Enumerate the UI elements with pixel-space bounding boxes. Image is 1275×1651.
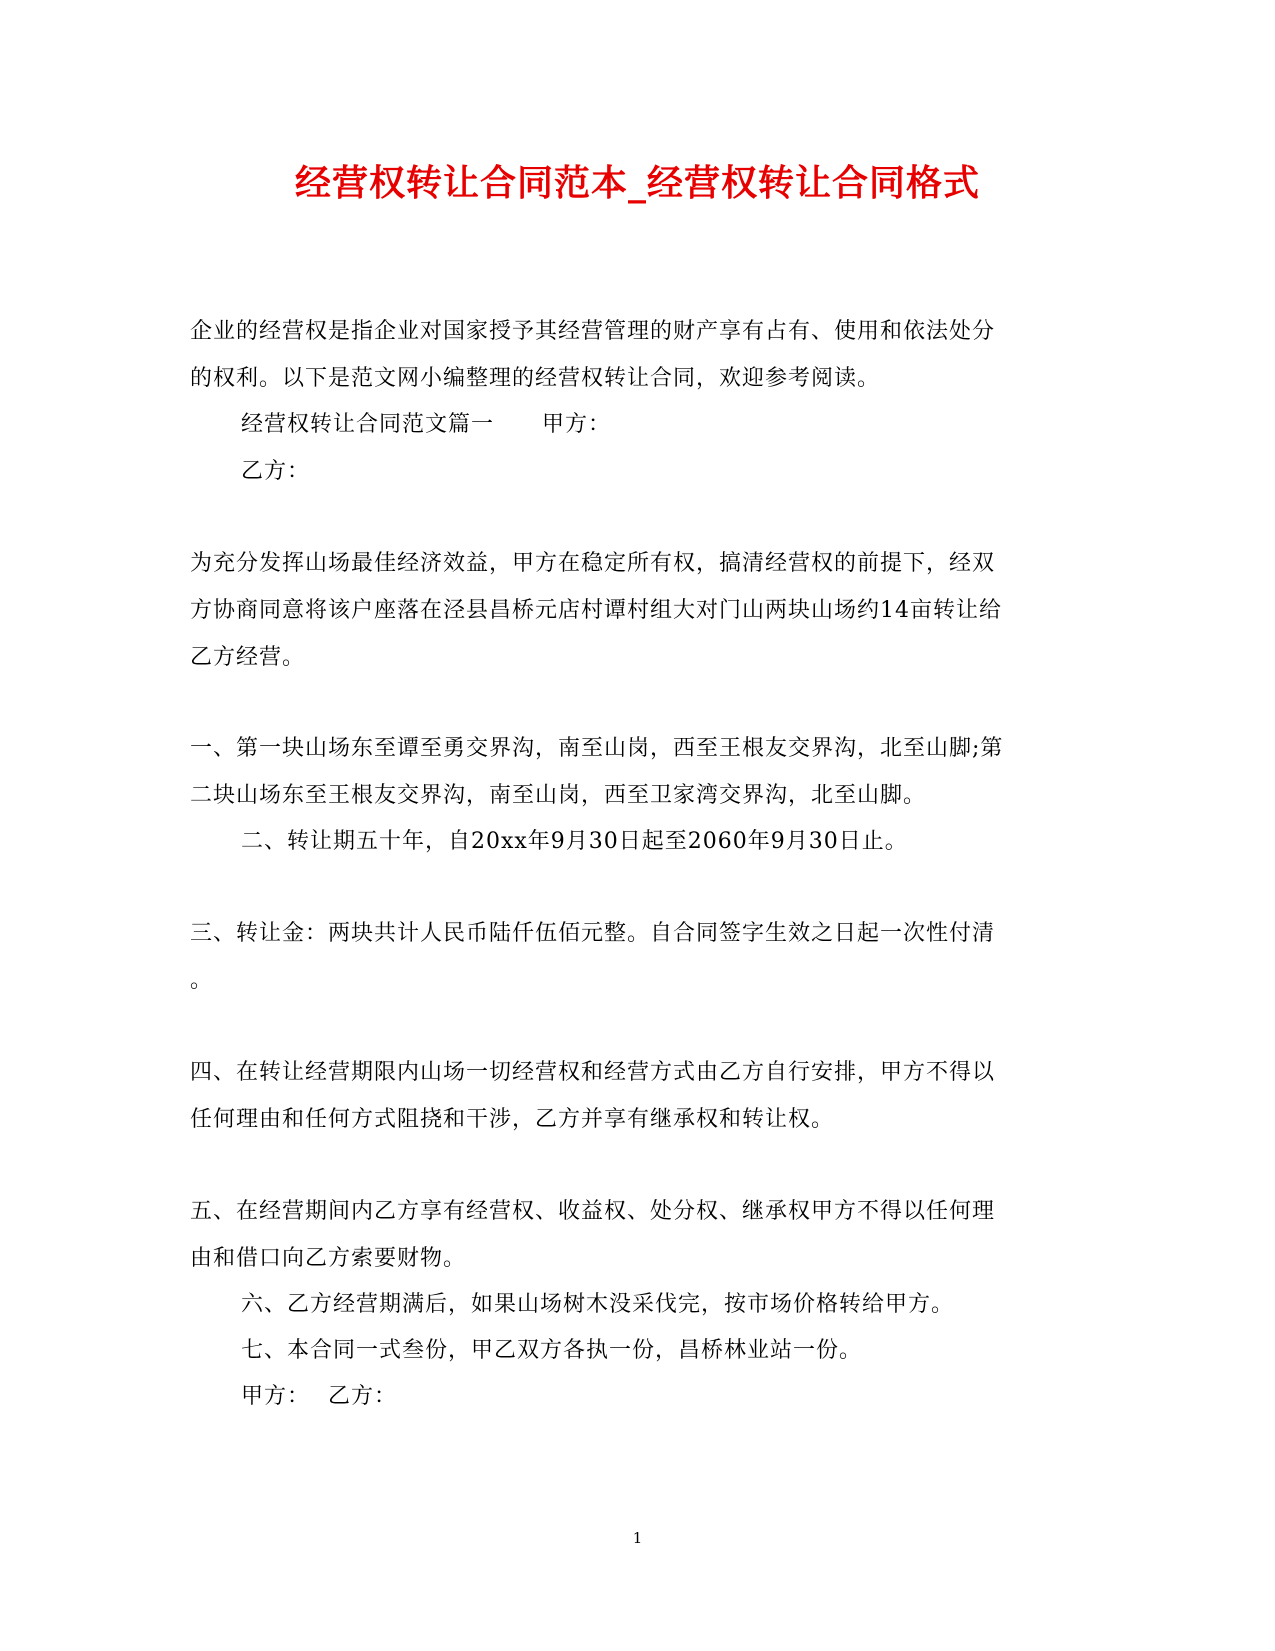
preamble-line-1: 为充分发挥山场最佳经济效益，甲方在稳定所有权，搞清经营权的前提下，经双: [190, 551, 996, 576]
party-a-label: 甲方：: [542, 412, 612, 437]
clause-6: 六、乙方经营期满后，如果山场树木没采伐完，按市场价格转给甲方。: [241, 1292, 955, 1317]
clause-5-line-1: 五、在经营期间内乙方享有经营权、收益权、处分权、继承权甲方不得以任何理: [190, 1199, 996, 1224]
contract-heading-row: [241, 410, 611, 440]
page-number: 1: [632, 1529, 643, 1547]
clause-2: 二、转让期五十年，自20xx年9月30日起至2060年9月30日止。: [241, 829, 908, 854]
clause-7: 七、本合同一式叁份，甲乙双方各执一份，昌桥林业站一份。: [241, 1338, 863, 1363]
clause-1-line-2: 二块山场东至王根友交界沟，南至山岗，西至卫家湾交界沟，北至山脚。: [190, 783, 927, 808]
signature-party-b: 乙方：: [328, 1384, 398, 1409]
signature-party-a: 甲方：: [241, 1384, 311, 1409]
signature-row: [241, 1382, 397, 1412]
party-b-label: 乙方：: [241, 459, 311, 484]
document-title: 经营权转让合同范本_经营权转让合同格式: [294, 163, 980, 204]
clause-3-line-1: 三、转让金：两块共计人民币陆仟伍佰元整。自合同签字生效之日起一次性付清: [190, 921, 996, 946]
clause-4-line-2: 任何理由和任何方式阻挠和干涉，乙方并享有继承权和转让权。: [190, 1107, 835, 1132]
clause-1-line-1: 一、第一块山场东至谭至勇交界沟，南至山岗，西至王根友交界沟，北至山脚;第: [190, 736, 1004, 761]
preamble-line-3: 乙方经营。: [190, 645, 306, 670]
clause-4-line-1: 四、在转让经营期限内山场一切经营权和经营方式由乙方自行安排，甲方不得以: [190, 1060, 996, 1085]
clause-5-line-2: 由和借口向乙方索要财物。: [190, 1246, 467, 1271]
intro-line-2: 的权利。以下是范文网小编整理的经营权转让合同，欢迎参考阅读。: [190, 366, 881, 391]
preamble-line-2: 方协商同意将该户座落在泾县昌桥元店村谭村组大对门山两块山场约14亩转让给: [190, 598, 1002, 623]
intro-line-1: 企业的经营权是指企业对国家授予其经营管理的财产享有占有、使用和依法处分: [190, 319, 996, 344]
clause-3-line-2: 。: [190, 968, 214, 993]
contract-heading: 经营权转让合同范文篇一: [241, 412, 495, 437]
